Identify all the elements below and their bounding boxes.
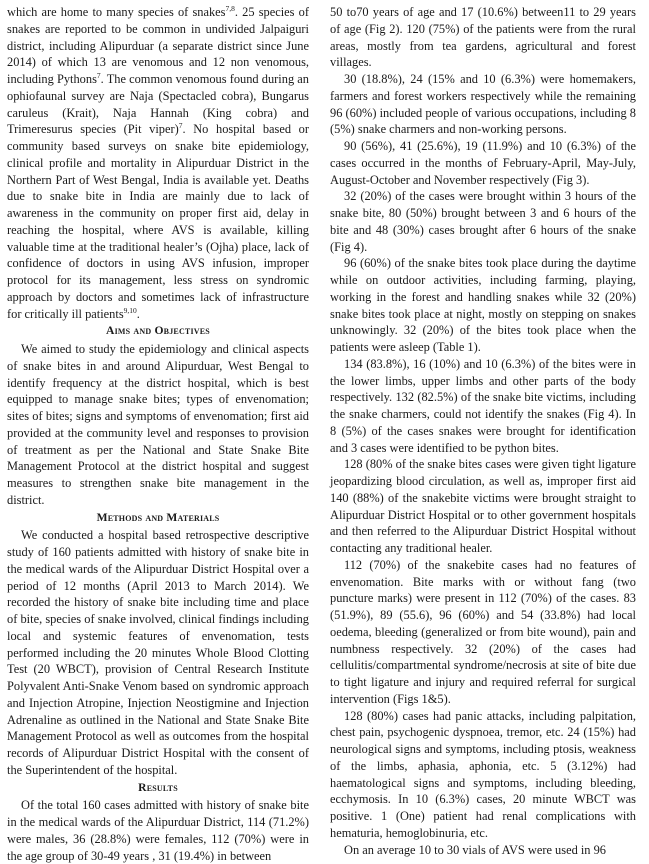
arrival-time-paragraph: 32 (20%) of the cases were brought within 3 hours of the snake bite, 80 (50%) brought between 3 and 6 hours of the bite and 48 (30%) cases brought after 6 hours of the snake (Fig 4). [330,189,636,254]
aims-heading: Aims and Objectives [106,324,210,338]
aims-paragraph: We aimed to study the epidemiology and clinical aspects of snake bites in and around Alipurduar, West Bengal to identify frequency at the district hospital, which is best equipped to manage snake bites; types of envenomation; sites of bites; signs and symptoms of envenomation; first aid provided at the community level and responses to provision of treatment as per the National and State Snake Bite Management Protocol at the district hospital and suggest measures to strengthen snake bite management in the district. [7,342,309,507]
bite-time-paragraph: 96 (60%) of the snake bites took place during the daytime while on outdoor activities, including farming, playing, working in the forest and handling snakes while 32 (20%) snake bites took place at night, mostly on stepping on snakes unknowingly. 32 (20%) of the bites took place when the patients were asleep (Table 1). [330,256,636,354]
intro-text-3: . The common venomous found during an ophiofaunal survey are Naja (Spectacled cobra), Bungarus caruleus (Krait), Naja Hannah (King cobra) and Trimeresurus species (Pit viper) [7,72,309,137]
citation-ref: 7,8 [225,3,235,13]
results-continuation: 50 to70 years of age and 17 (10.6%) between11 to 29 years of age (Fig 2). 120 (75%) of the patients were from the rural areas, mostly from tea gardens, agricultural and forest villages. [330,5,636,70]
methods-paragraph: We conducted a hospital based retrospective descriptive study of 160 patients admitted with history of snake bite in the medical wards of the Alipurduar District Hospital over a period of 12 months (April 2013 to March 2014). We recorded the history of snake bite including time and place of bite, species of snake involved, clinical findings including local and systemic features of envenomation, tests performed including the 20 minutes Whole Blood Clotting Test (20 WBCT), provision of Central Research Institute Polyvalent Anti-Snake Venom based on syndromic approach and Injection Atropine, Injection Neostigmine and Injection Adrenaline as outlined in the National and State Snake Bite Management Protocol as well as outcomes from the hospital records of Alipurduar District Hospital with the consent of the Superintendent of the hospital. [7,528,309,777]
first-aid-paragraph: 128 (80% of the snake bites cases were given tight ligature jeopardizing blood circulation, as well as, improper first aid 140 (88%) of the snakebite victims were brought straight to Alipurduar District Hospital or to other government hospitals and then referred to the Alipurduar District Hospital without contacting any traditional healer. [330,457,636,555]
intro-text-1: which are home to many species of snakes [7,5,226,19]
citation-ref: 7 [96,70,101,80]
intro-text-4: . No hospital based or community based surveys on snake bite epidemiology, clinical profile and mortality in Alipurduar District in the Northern Part of West Bengal, India is available yet. Deaths due to snake bite in India are mainly due to lack of awareness in the community on proper first aid, delay in reaching the hospital, where AVS is available, killing valuable time at the traditional healer’s (Ojha) place, lack of confidence of doctors in using AVS infusion, improper protocol for its management, less stress on syndromic approach by doctors and sometimes lack of infrastructure for critically ill patients [7,122,310,321]
symptoms-paragraph: 128 (80%) cases had panic attacks, including palpitation, chest pain, psychogenic dyspnoea, tremor, etc. 24 (15%) had neurological signs and symptoms, including ptosis, weakness of the limbs, aphasia, aphonia, etc. 5 (3.12%) had haematological signs and symptoms, including bleeding, ecchymosis. In 10 (6.3%) cases, 20 minute WBCT was positive. 1 (One) patient had renal complications with hematuria, hemoglobinuria, etc. [330,708,636,840]
bite-sites-paragraph: 134 (83.8%), 16 (10%) and 10 (6.3%) of the bites were in the lower limbs, upper limbs and other parts of the body respectively. 132 (82.5%) of the snake bite victims, including the snake charmers, could not identify the snakes (Fig 4). In 8 (5%) of the cases snakes were brought for identification and 3 cases were identified to be python bites. [330,356,636,455]
results-paragraph: Of the total 160 cases admitted with history of snake bite in the medical wards of the Alipurduar District, 114 (71.2%) were males, 36 (28.8%) were females, 112 (70%) were in the age group of 30-49 years , 31 (19.4%) in between [7,798,309,863]
left-column [7,4,309,864]
right-column [330,4,636,858]
methods-heading: Methods and Materials [96,510,220,524]
intro-paragraph [7,4,309,322]
avs-paragraph: On an average 10 to 30 vials of AVS were used in 96 [344,842,606,857]
intro-text-end: . [136,306,140,321]
occupation-paragraph: 30 (18.8%), 24 (15% and 10 (6.3%) were homemakers, farmers and forest workers respectively while the remaining 96 (60%) included people of various occupations, including 8 (5%) snake charmers and non-working persons. [330,72,636,137]
envenomation-features-paragraph: 112 (70%) of the snakebite cases had no features of envenomation. Bite marks with or without fang (two puncture marks) were present in 112 (70%) of the cases. 83 (51.9%), 89 (55.6), 96 (60%) and 54 (33.8%) had local oedema, bleeding (generalized or from bite wound), pain and numbness respectively. 32 (20%) of the cases had cellulitis/compartmental syndrome/necrosis at site of bite due to tight ligature and injury and required referral for surgical intervention (Figs 1&5). [330,557,636,706]
citation-ref: 7 [178,121,183,131]
months-paragraph: 90 (56%), 41 (25.6%), 19 (11.9%) and 10 (6.3%) of the cases occurred in the months of February-April, May-July, August-October and November respectively (Fig 3). [330,139,636,187]
results-heading: Results [138,780,178,794]
citation-ref: 9,10 [123,305,137,315]
intro-text-2: . 25 species of snakes are reported to be common in undivided Jalpaiguri district, including Alipurduar (a separate district since June 2014) of which 13 are venomous and 12 non venomous, including Pythons [7,5,310,86]
